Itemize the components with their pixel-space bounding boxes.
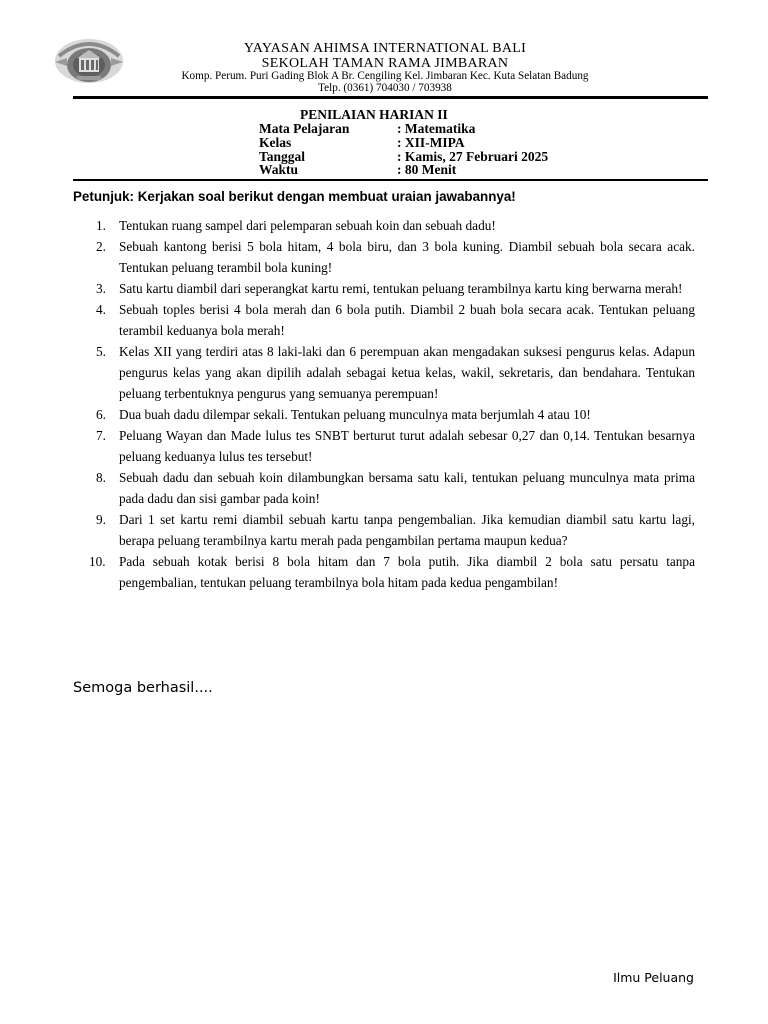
- question-number: 4.: [96, 302, 106, 317]
- meta-key: Kelas: [259, 135, 292, 150]
- meta-value: : 80 Menit: [397, 162, 457, 177]
- question-number: 2.: [96, 239, 106, 254]
- school-address: Komp. Perum. Puri Gading Blok A Br. Cengiling Kel. Jimbaran Kec. Kuta Selatan Badung: [181, 70, 589, 82]
- list-item: [73, 509, 695, 551]
- list-item: [73, 299, 695, 341]
- meta-value: : Kamis, 27 Februari 2025: [397, 149, 549, 164]
- question-list: [73, 215, 695, 593]
- meta-key: Tanggal: [259, 149, 306, 164]
- list-item: [73, 278, 695, 299]
- question-number: 3.: [96, 281, 106, 296]
- question-text: Dua buah dadu dilempar sekali. Tentukan peluang munculnya mata berjumlah 4 atau 10!: [119, 407, 591, 422]
- question-text: Tentukan ruang sampel dari pelemparan sebuah koin dan sebuah dadu!: [119, 218, 496, 233]
- question-number: 8.: [96, 470, 106, 485]
- question-number: 5.: [96, 344, 106, 359]
- list-item: [73, 551, 695, 593]
- list-item: [73, 404, 695, 425]
- closing-text: Semoga berhasil....: [73, 680, 213, 696]
- meta-value: : Matematika: [397, 121, 476, 136]
- meta-key: Mata Pelajaran: [259, 121, 350, 136]
- school-emblem-icon: [53, 34, 125, 88]
- question-number: 10.: [89, 554, 106, 569]
- school-name: SEKOLAH TAMAN RAMA JIMBARAN: [261, 56, 509, 71]
- list-item: [73, 425, 695, 467]
- list-item: [73, 215, 695, 236]
- question-number: 1.: [96, 218, 106, 233]
- question-text: Pada sebuah kotak berisi 8 bola hitam dan 7 bola putih. Jika diambil 2 bola satu persatu tanpa pengembalian, tentukan peluang terambilnya bola hitam pada kedua pengambilan!: [119, 554, 695, 590]
- question-text: Sebuah kantong berisi 5 bola hitam, 4 bola biru, dan 3 bola kuning. Diambil sebuah bola secara acak. Tentukan peluang terambil bola kuning!: [119, 239, 695, 275]
- question-text: Kelas XII yang terdiri atas 8 laki-laki dan 6 perempuan akan mengadakan suksesi pengurus kelas. Adapun pengurus kelas yang akan dipilih adalah sebagai ketua kelas, wakil, sekretaris, dan bendahara. Tentukan peluang terbentuknya pengurus yang semuanya perempuan!: [119, 344, 695, 401]
- question-text: Satu kartu diambil dari seperangkat kartu remi, tentukan peluang terambilnya kartu king berwarna merah!: [119, 281, 683, 296]
- question-text: Peluang Wayan dan Made lulus tes SNBT berturut turut adalah sebesar 0,27 dan 0,14. Tentukan besarnya peluang keduanya lulus tes tersebut!: [119, 428, 695, 464]
- question-text: Sebuah toples berisi 4 bola merah dan 6 bola putih. Diambil 2 buah bola secara acak. Tentukan peluang terambil keduanya bola merah!: [119, 302, 695, 338]
- foundation-name: YAYASAN AHIMSA INTERNATIONAL BALI: [243, 41, 527, 56]
- list-item: [73, 236, 695, 278]
- header-divider: [73, 96, 708, 99]
- question-number: 7.: [96, 428, 106, 443]
- instruction-text: Petunjuk: Kerjakan soal berikut dengan membuat uraian jawabannya!: [73, 189, 516, 204]
- meta-value: : XII-MIPA: [397, 135, 465, 150]
- list-item: [73, 467, 695, 509]
- info-divider: [73, 179, 708, 181]
- list-item: [73, 341, 695, 404]
- question-number: 9.: [96, 512, 106, 527]
- footer-topic: Ilmu Peluang: [613, 970, 694, 985]
- school-phone: Telp. (0361) 704030 / 703938: [318, 82, 452, 94]
- question-text: Sebuah dadu dan sebuah koin dilambungkan bersama satu kali, tentukan peluang munculnya mata prima pada dadu dan sisi gambar pada koin!: [119, 470, 695, 506]
- question-number: 6.: [96, 407, 106, 422]
- exam-title: PENILAIAN HARIAN II: [300, 107, 448, 122]
- question-text: Dari 1 set kartu remi diambil sebuah kartu tanpa pengembalian. Jika kemudian diambil satu kartu lagi, berapa peluang terambilnya kartu merah pada pengambilan pertama maupun kedua?: [119, 512, 695, 548]
- meta-key: Waktu: [259, 162, 299, 177]
